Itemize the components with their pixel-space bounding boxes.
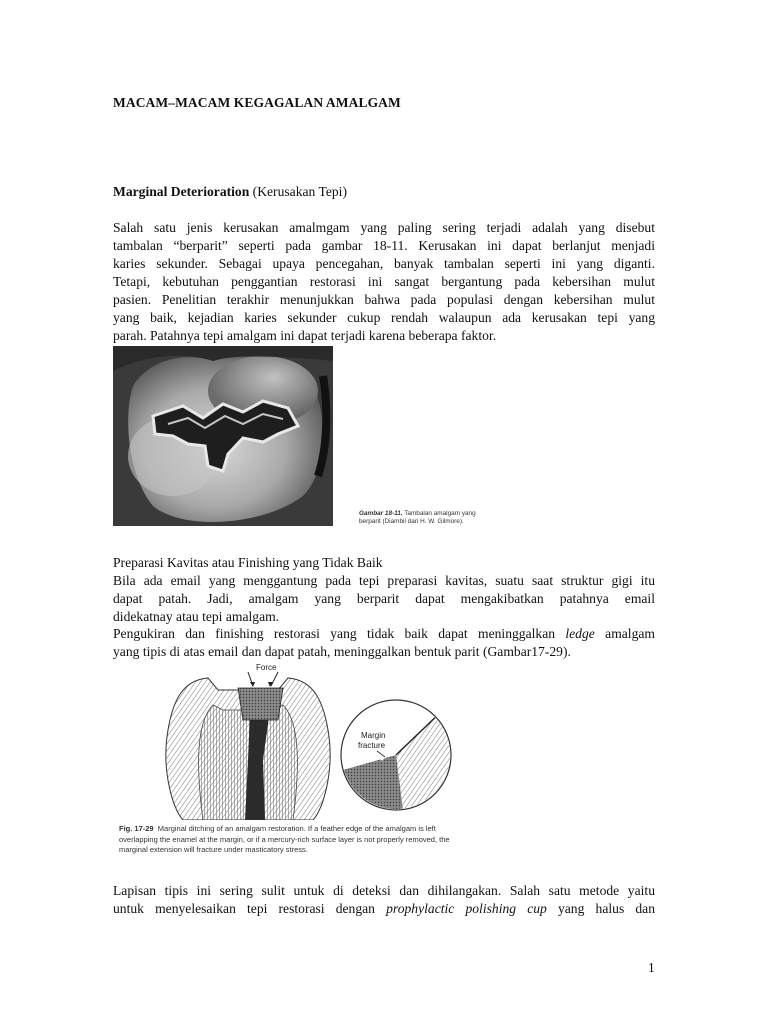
text-segment: Pengukiran dan finishing restorasi yang tidak baik dapat meninggalkan xyxy=(113,626,566,641)
figure2-caption-label: Fig. 17-29 xyxy=(119,824,154,833)
tooth-photo-image xyxy=(113,346,333,526)
paragraph-pengukiran xyxy=(113,625,655,661)
label-force: Force xyxy=(256,663,277,672)
figure2-caption-line: overlapping the enamel at the margin, or if a mercury-rich surface layer is not properly removed, the xyxy=(119,834,450,844)
paragraph-line: Lapisan tipis ini sering sulit untuk di deteksi dan dihilangakan. Salah satu metode yaitu xyxy=(113,883,655,898)
paragraph-line: Salah satu jenis kerusakan amalmgam yang paling sering terjadi adalah yang disebut xyxy=(113,220,655,235)
marginal-ditching-drawing xyxy=(113,660,520,820)
heading-rest: (Kerusakan Tepi) xyxy=(249,184,347,199)
figure1-caption-text-1: Tambalan amalgam yang xyxy=(402,510,476,517)
paragraph-preparasi-kavitas xyxy=(113,554,655,626)
figure-marginal-ditching xyxy=(113,660,520,865)
figure1-caption-label: Gambar 18-11. xyxy=(359,510,403,517)
text-segment: amalgam xyxy=(594,626,655,641)
document-title: MACAM–MACAM KEGAGALAN AMALGAM xyxy=(113,95,401,110)
figure1-caption xyxy=(359,510,499,527)
italic-term-polishing-cup: prophylactic polishing cup xyxy=(386,901,547,916)
figure1-caption-text-2: berparit (Diambil dari H. W. Gilmore). xyxy=(359,518,464,526)
paragraph-line xyxy=(113,900,655,918)
section-heading-preparasi: Preparasi Kavitas atau Finishing yang Tidak Baik xyxy=(113,555,383,570)
text-segment: untuk menyelesaikan tepi restorasi dengan xyxy=(113,901,387,916)
paragraph-line: Bila ada email yang menggantung pada tepi preparasi kavitas, suatu saat struktur gigi itu xyxy=(113,573,655,588)
paragraph-line: yang tipis di atas email dan dapat patah, meninggalkan bentuk parit (Gambar17-29). xyxy=(113,644,571,659)
paragraph-line: pasien. Penelitian terakhir menunjukkan bahwa pada populasi dengan kebersihan mulut xyxy=(113,292,655,307)
label-fracture: fracture xyxy=(358,741,386,750)
paragraph-line xyxy=(113,625,655,643)
paragraph-line: tambalan “berparit” seperti pada gambar 18-11. Kerusakan ini dapat berlanjut menjadi xyxy=(113,238,655,253)
paragraph-line: parah. Patahnya tepi amalgam ini dapat terjadi karena beberapa faktor. xyxy=(113,328,497,343)
paragraph-line: Tetapi, kebutuhan penggantian restorasi ini sangat bergantung pada kebersihan mulut xyxy=(113,274,655,289)
heading-bold: Marginal Deterioration xyxy=(113,184,250,199)
paragraph-line: karies sekunder. Sebagai upaya pencegahan, banyak tambalan seperti ini yang diganti. xyxy=(113,256,655,271)
paragraph-line: yang baik, kejadian karies sekunder cukup rendah walaupun ada kerusakan tepi yang xyxy=(113,310,655,325)
figure2-caption-line: Marginal ditching of an amalgam restoration. If a feather edge of the amalgam is left xyxy=(157,824,436,833)
paragraph-marginal-deterioration xyxy=(113,219,655,345)
label-margin: Margin xyxy=(361,731,386,740)
paragraph-lapisan-tipis xyxy=(113,882,655,918)
figure2-caption-line: marginal extension will fracture under masticatory stress. xyxy=(119,845,308,854)
figure-tooth-photo xyxy=(113,346,495,528)
figure2-caption xyxy=(119,824,519,856)
page-number: 1 xyxy=(648,960,655,975)
text-segment: yang halus dan xyxy=(546,901,656,916)
italic-term-ledge: ledge xyxy=(565,626,595,641)
section-heading-marginal-deterioration xyxy=(113,183,655,201)
paragraph-line: didekatnay atau tepi amalgam. xyxy=(113,609,280,624)
paragraph-line: dapat patah. Jadi, amalgam yang berparit dapat mengakibatkan patahnya email xyxy=(113,591,655,606)
